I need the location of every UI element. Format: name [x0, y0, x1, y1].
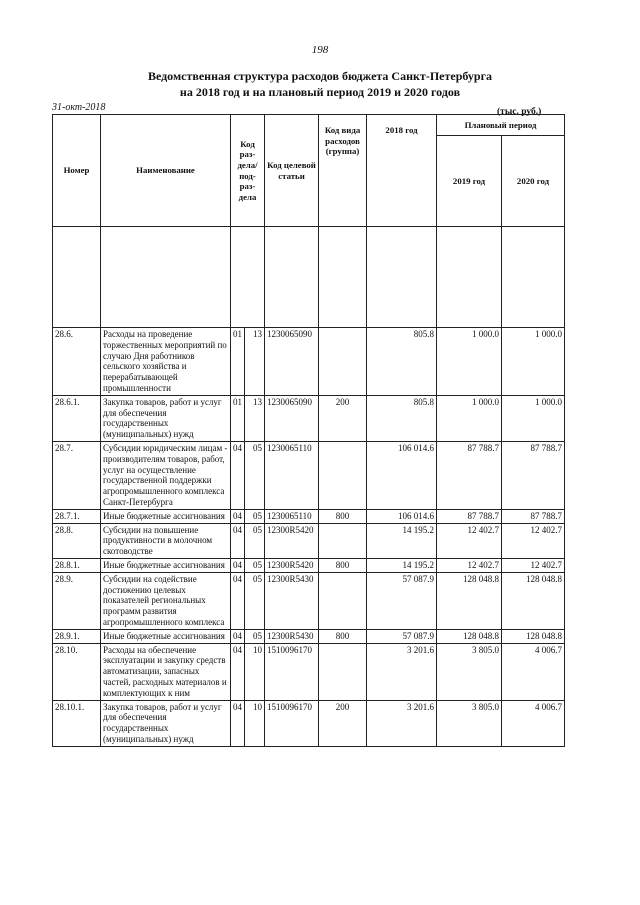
row-value-2020: 1 000.0 — [502, 395, 565, 441]
row-number: 28.6.1. — [53, 395, 101, 441]
row-section: 04 — [231, 523, 245, 558]
row-name: Закупка товаров, работ и услуг для обеспечения государственных (муниципальных) нужд — [101, 395, 231, 441]
row-value-2018: 805.8 — [367, 395, 437, 441]
header-2019: 2019 год — [437, 136, 502, 227]
row-expense-type: 800 — [319, 509, 367, 523]
header-2020: 2020 год — [502, 136, 565, 227]
row-subsection: 10 — [245, 700, 265, 746]
header-2018: 2018 год — [367, 115, 437, 227]
header-number: Номер — [53, 115, 101, 227]
row-value-2020: 87 788.7 — [502, 509, 565, 523]
row-number: 28.7.1. — [53, 509, 101, 523]
row-expense-type — [319, 572, 367, 629]
row-target-code: 12300R5430 — [265, 572, 319, 629]
row-name: Субсидии на повышение продуктивности в молочном скотоводстве — [101, 523, 231, 558]
row-value-2020: 12 402.7 — [502, 523, 565, 558]
row-target-code: 1230065090 — [265, 328, 319, 396]
row-value-2020: 4 006.7 — [502, 643, 565, 700]
page-number: 198 — [311, 44, 329, 56]
row-value-2019: 87 788.7 — [437, 441, 502, 509]
row-value-2018: 3 201.6 — [367, 643, 437, 700]
title-line-1: Ведомственная структура расходов бюджета Санкт-Петербурга — [147, 69, 493, 83]
row-target-code: 1230065110 — [265, 509, 319, 523]
table-row — [53, 572, 565, 629]
row-expense-type: 800 — [319, 558, 367, 572]
row-section: 01 — [231, 328, 245, 396]
row-number: 28.10. — [53, 643, 101, 700]
table-row — [53, 509, 565, 523]
header-target: Код целевой статьи — [265, 115, 319, 227]
row-number: 28.7. — [53, 441, 101, 509]
row-target-code: 1230065090 — [265, 395, 319, 441]
row-subsection: 13 — [245, 328, 265, 396]
row-name: Закупка товаров, работ и услуг для обеспечения государственных (муниципальных) нужд — [101, 700, 231, 746]
table-row — [53, 643, 565, 700]
row-section: 04 — [231, 700, 245, 746]
row-subsection: 05 — [245, 572, 265, 629]
row-value-2020: 128 048.8 — [502, 572, 565, 629]
row-subsection: 13 — [245, 395, 265, 441]
row-value-2019: 1 000.0 — [437, 328, 502, 396]
row-number: 28.9.1. — [53, 629, 101, 643]
row-value-2018: 57 087.9 — [367, 629, 437, 643]
row-expense-type — [319, 643, 367, 700]
row-section: 04 — [231, 643, 245, 700]
header-section: Код раз-дела/ под-раз-дела — [231, 115, 265, 227]
row-name: Расходы на проведение торжественных мероприятий по случаю Дня работников сельского хозяйства и перерабатывающей промышленности — [101, 328, 231, 396]
row-value-2019: 128 048.8 — [437, 629, 502, 643]
row-number: 28.6. — [53, 328, 101, 396]
row-target-code: 12300R5420 — [265, 523, 319, 558]
row-name: Иные бюджетные ассигнования — [101, 509, 231, 523]
row-section: 04 — [231, 558, 245, 572]
row-target-code: 1230065110 — [265, 441, 319, 509]
row-value-2019: 3 805.0 — [437, 700, 502, 746]
row-subsection: 05 — [245, 558, 265, 572]
row-value-2019: 3 805.0 — [437, 643, 502, 700]
row-section: 01 — [231, 395, 245, 441]
header-expense-type: Код вида расходов (группа) — [319, 115, 367, 227]
row-expense-type: 800 — [319, 629, 367, 643]
row-target-code: 12300R5420 — [265, 558, 319, 572]
document-title — [0, 68, 640, 100]
header-name: Наименование — [101, 115, 231, 227]
row-value-2020: 128 048.8 — [502, 629, 565, 643]
row-subsection: 05 — [245, 523, 265, 558]
row-value-2018: 805.8 — [367, 328, 437, 396]
row-value-2018: 3 201.6 — [367, 700, 437, 746]
row-value-2018: 106 014.6 — [367, 509, 437, 523]
row-value-2019: 128 048.8 — [437, 572, 502, 629]
row-value-2020: 12 402.7 — [502, 558, 565, 572]
row-section: 04 — [231, 441, 245, 509]
row-value-2020: 1 000.0 — [502, 328, 565, 396]
row-expense-type: 200 — [319, 395, 367, 441]
header-plan-period: Плановый период — [437, 115, 565, 136]
row-subsection: 10 — [245, 643, 265, 700]
row-name: Субсидии на содействие достижению целевых показателей региональных программ развития агропромышленного комплекса — [101, 572, 231, 629]
row-expense-type — [319, 328, 367, 396]
row-subsection: 05 — [245, 509, 265, 523]
row-expense-type — [319, 523, 367, 558]
row-name: Расходы на обеспечение эксплуатации и закупку средств автоматизации, запасных частей, расходных материалов и комплектующих к ним — [101, 643, 231, 700]
row-value-2020: 4 006.7 — [502, 700, 565, 746]
document-date: 31-окт-2018 — [52, 102, 106, 113]
header-spacer-row — [53, 227, 565, 328]
row-subsection: 05 — [245, 441, 265, 509]
row-value-2019: 12 402.7 — [437, 523, 502, 558]
row-target-code: 1510096170 — [265, 643, 319, 700]
row-value-2019: 87 788.7 — [437, 509, 502, 523]
table-row — [53, 700, 565, 746]
row-number: 28.8. — [53, 523, 101, 558]
table-row — [53, 629, 565, 643]
budget-table — [52, 114, 565, 747]
row-subsection: 05 — [245, 629, 265, 643]
row-value-2020: 87 788.7 — [502, 441, 565, 509]
row-name: Субсидии юридическим лицам - производителям товаров, работ, услуг на осуществление государственной поддержки агропромышленного комплекса Санкт-Петербурга — [101, 441, 231, 509]
table-row — [53, 558, 565, 572]
row-number: 28.9. — [53, 572, 101, 629]
table-row — [53, 523, 565, 558]
table-row — [53, 441, 565, 509]
row-number: 28.8.1. — [53, 558, 101, 572]
row-target-code: 1510096170 — [265, 700, 319, 746]
row-value-2018: 57 087.9 — [367, 572, 437, 629]
row-section: 04 — [231, 572, 245, 629]
row-expense-type — [319, 441, 367, 509]
table-row — [53, 328, 565, 396]
row-number: 28.10.1. — [53, 700, 101, 746]
row-section: 04 — [231, 509, 245, 523]
table-row — [53, 395, 565, 441]
row-value-2019: 1 000.0 — [437, 395, 502, 441]
row-section: 04 — [231, 629, 245, 643]
row-value-2019: 12 402.7 — [437, 558, 502, 572]
row-name: Иные бюджетные ассигнования — [101, 629, 231, 643]
title-line-2: на 2018 год и на плановый период 2019 и 2020 годов — [179, 85, 461, 99]
row-expense-type: 200 — [319, 700, 367, 746]
row-value-2018: 14 195.2 — [367, 523, 437, 558]
units-label: (тыс. руб.) — [497, 107, 542, 117]
row-target-code: 12300R5430 — [265, 629, 319, 643]
row-value-2018: 14 195.2 — [367, 558, 437, 572]
row-name: Иные бюджетные ассигнования — [101, 558, 231, 572]
row-value-2018: 106 014.6 — [367, 441, 437, 509]
